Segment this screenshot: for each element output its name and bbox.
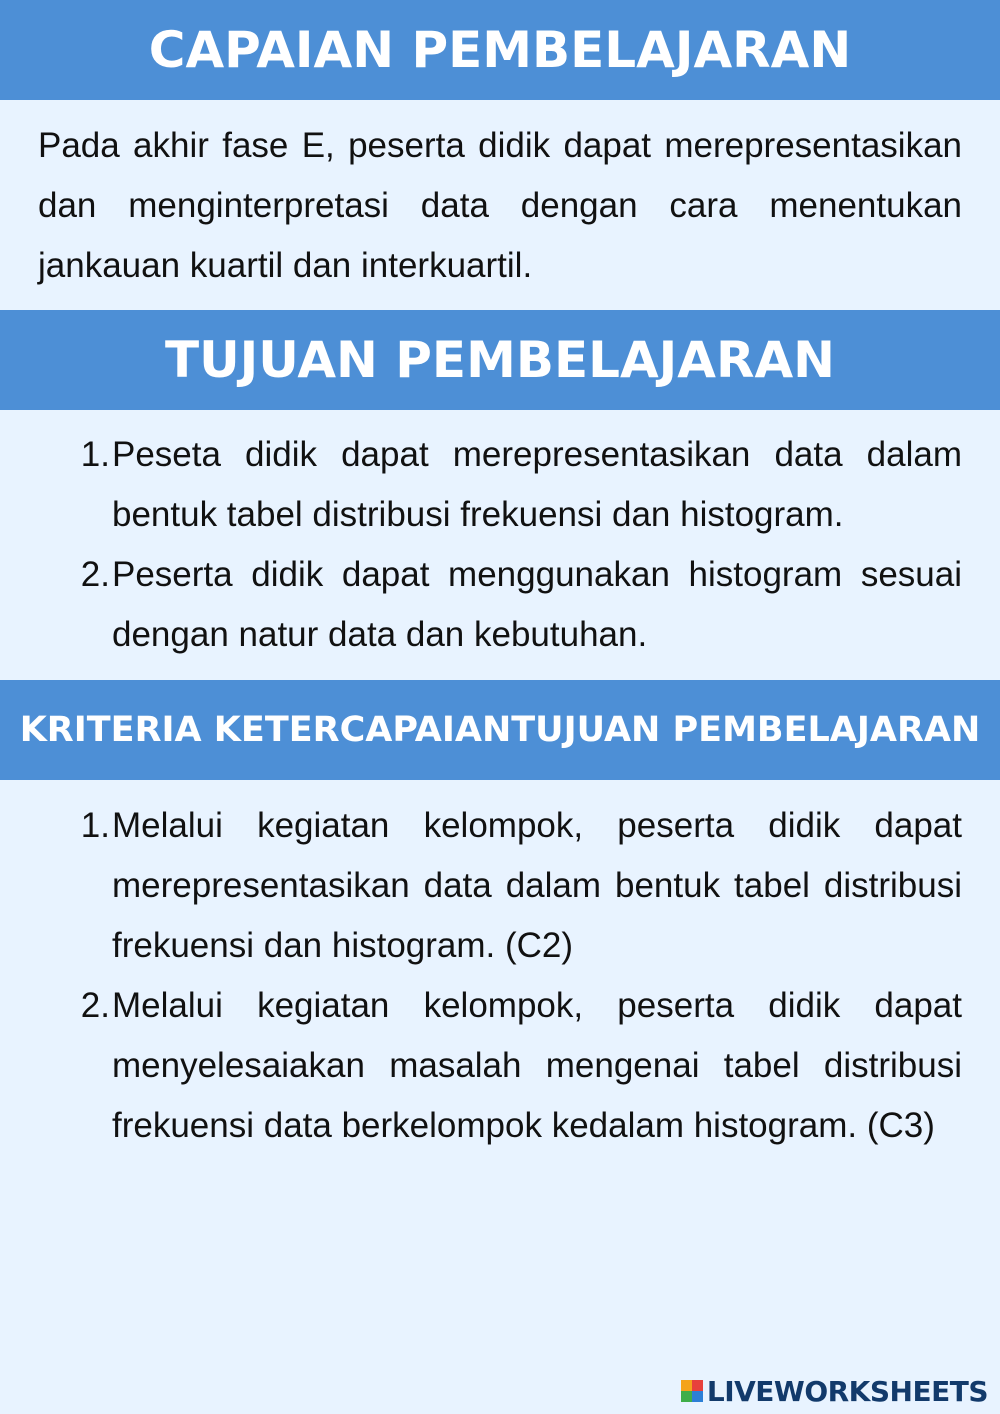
list-item (70, 425, 962, 545)
list-item-number: 2. (80, 986, 110, 1025)
list-item-number: 1. (80, 806, 110, 845)
kriteria-ketercapaian-list (70, 796, 962, 1156)
list-item (70, 545, 962, 665)
tujuan-pembelajaran-title: TUJUAN PEMBELAJARAN (164, 331, 836, 389)
liveworksheets-logo-icon (681, 1380, 703, 1402)
kriteria-ketercapaian-heading (0, 680, 1000, 780)
liveworksheets-logo[interactable] (681, 1376, 988, 1406)
list-item-text: Peserta didik dapat menggunakan histogram sesuai dengan natur data dan kebutuhan. (112, 555, 962, 654)
list-item (70, 976, 962, 1156)
list-item-text: Melalui kegiatan kelompok, peserta didik dapat merepresentasikan data dalam bentuk tabel distribusi frekuensi dan histogram. (C2) (112, 806, 962, 965)
capaian-pembelajaran-paragraph: Pada akhir fase E, peserta didik dapat merepresentasikan dan menginterpretasi data dengan cara menentukan jankauan kuartil dan interkuartil. (38, 126, 962, 285)
list-item-text: Melalui kegiatan kelompok, peserta didik dapat menyelesaiakan masalah mengenai tabel distribusi frekuensi data berkelompok kedalam histogram. (C3) (112, 986, 962, 1145)
tujuan-pembelajaran-list (70, 425, 962, 665)
kriteria-ketercapaian-title: KRITERIA KETERCAPAIANTUJUAN PEMBELAJARAN (19, 710, 981, 750)
list-item-text: Peseta didik dapat merepresentasikan data dalam bentuk tabel distribusi frekuensi dan histogram. (112, 435, 962, 534)
list-item (70, 796, 962, 976)
list-item-number: 2. (80, 555, 110, 594)
capaian-pembelajaran-title: CAPAIAN PEMBELAJARAN (148, 21, 852, 79)
liveworksheets-logo-text: LIVEWORKSHEETS (706, 1374, 988, 1408)
tujuan-pembelajaran-heading (0, 310, 1000, 410)
list-item-number: 1. (80, 435, 110, 474)
capaian-pembelajaran-heading (0, 0, 1000, 100)
